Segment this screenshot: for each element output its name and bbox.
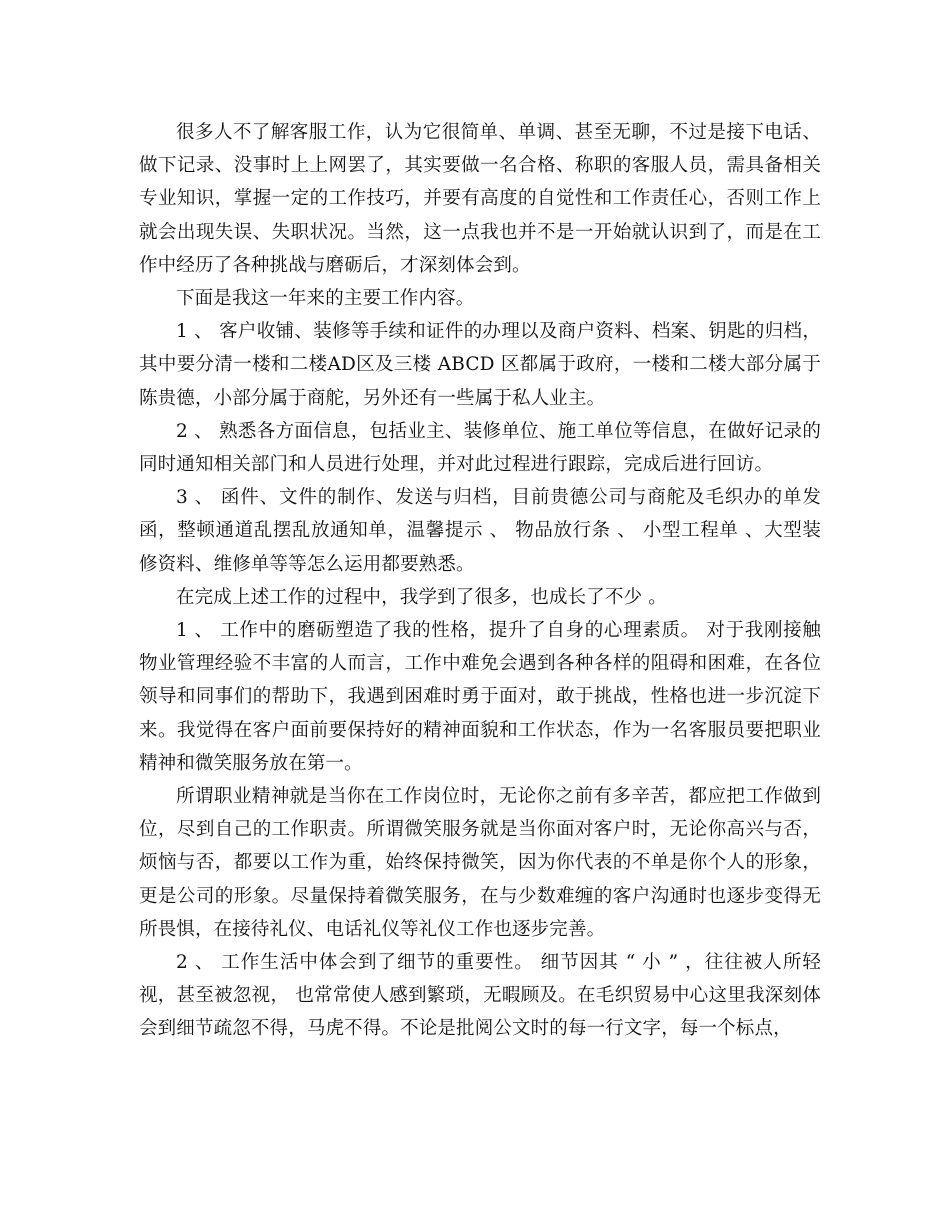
paragraph-learning-item-2: 2 、 工作生活中体会到了细节的重要性。 细节因其 “ 小 ” ，往往被人所轻视，甚至被忽视， 也常常使人感到繁琐，无暇顾及。在毛织贸易中心这里我深刻体会到细节疏忽不得，马虎不得。不论是批阅公文时的每一行文字，每一个标点，	[139, 952, 821, 1040]
paragraph-learning-heading: 在完成上述工作的过程中，我学到了很多，也成长了不少 。	[176, 586, 667, 608]
paragraph-work-item-1: 1 、 客户收铺、装修等手续和证件的办理以及商户资料、档案、钥匙的归档，其中要分清一楼和二楼AD区及三楼 ABCD 区都属于政府，一楼和二楼大部分属于陈贵德，小部分属于商舵，另外还有一些属于私人业主。	[139, 321, 821, 409]
paragraph-professionalism: 所谓职业精神就是当你在工作岗位时，无论你之前有多辛苦，都应把工作做到位，尽到自己的工作职责。所谓微笑服务就是当你面对客户时，无论你高兴与否，烦恼与否，都要以工作为重，始终保持微笑，因为你代表的不单是你个人的形象，更是公司的形象。尽量保持着微笑服务，在与少数难缠的客户沟通时也逐步变得无所畏惧，在接待礼仪、电话礼仪等礼仪工作也逐步完善。	[139, 786, 821, 940]
paragraph-work-item-3: 3 、 函件、文件的制作、发送与归档，目前贵德公司与商舵及毛织办的单发函，整顿通道乱摆乱放通知单，温馨提示 、 物品放行条 、 小型工程单 、大型装修资料、维修单等等怎么运用都要熟悉。	[139, 487, 821, 575]
paragraph-work-content-heading: 下面是我这一年来的主要工作内容。	[176, 288, 475, 310]
paragraph-intro: 很多人不了解客服工作，认为它很简单、单调、甚至无聊，不过是接下电话、做下记录、没事时上上网罢了，其实要做一名合格、称职的客服人员，需具备相关专业知识，掌握一定的工作技巧，并要有高度的自觉性和工作责任心，否则工作上就会出现失误、失职状况。当然，这一点我也并不是一开始就认识到了，而是在工作中经历了各种挑战与磨砺后，才深刻体会到。	[139, 122, 821, 276]
paragraph-work-item-2: 2 、 熟悉各方面信息，包括业主、装修单位、施工单位等信息，在做好记录的同时通知相关部门和人员进行处理，并对此过程进行跟踪，完成后进行回访。	[139, 420, 821, 476]
document-body	[139, 116, 821, 1046]
paragraph-learning-item-1: 1 、 工作中的磨砺塑造了我的性格，提升了自身的心理素质。 对于我刚接触物业管理经验不丰富的人而言，工作中难免会遇到各种各样的阻碍和困难，在各位领导和同事们的帮助下，我遇到困难时勇于面对，敢于挑战，性格也进一步沉淀下来。我觉得在客户面前要保持好的精神面貌和工作状态，作为一名客服员要把职业精神和微笑服务放在第一。	[139, 620, 821, 774]
